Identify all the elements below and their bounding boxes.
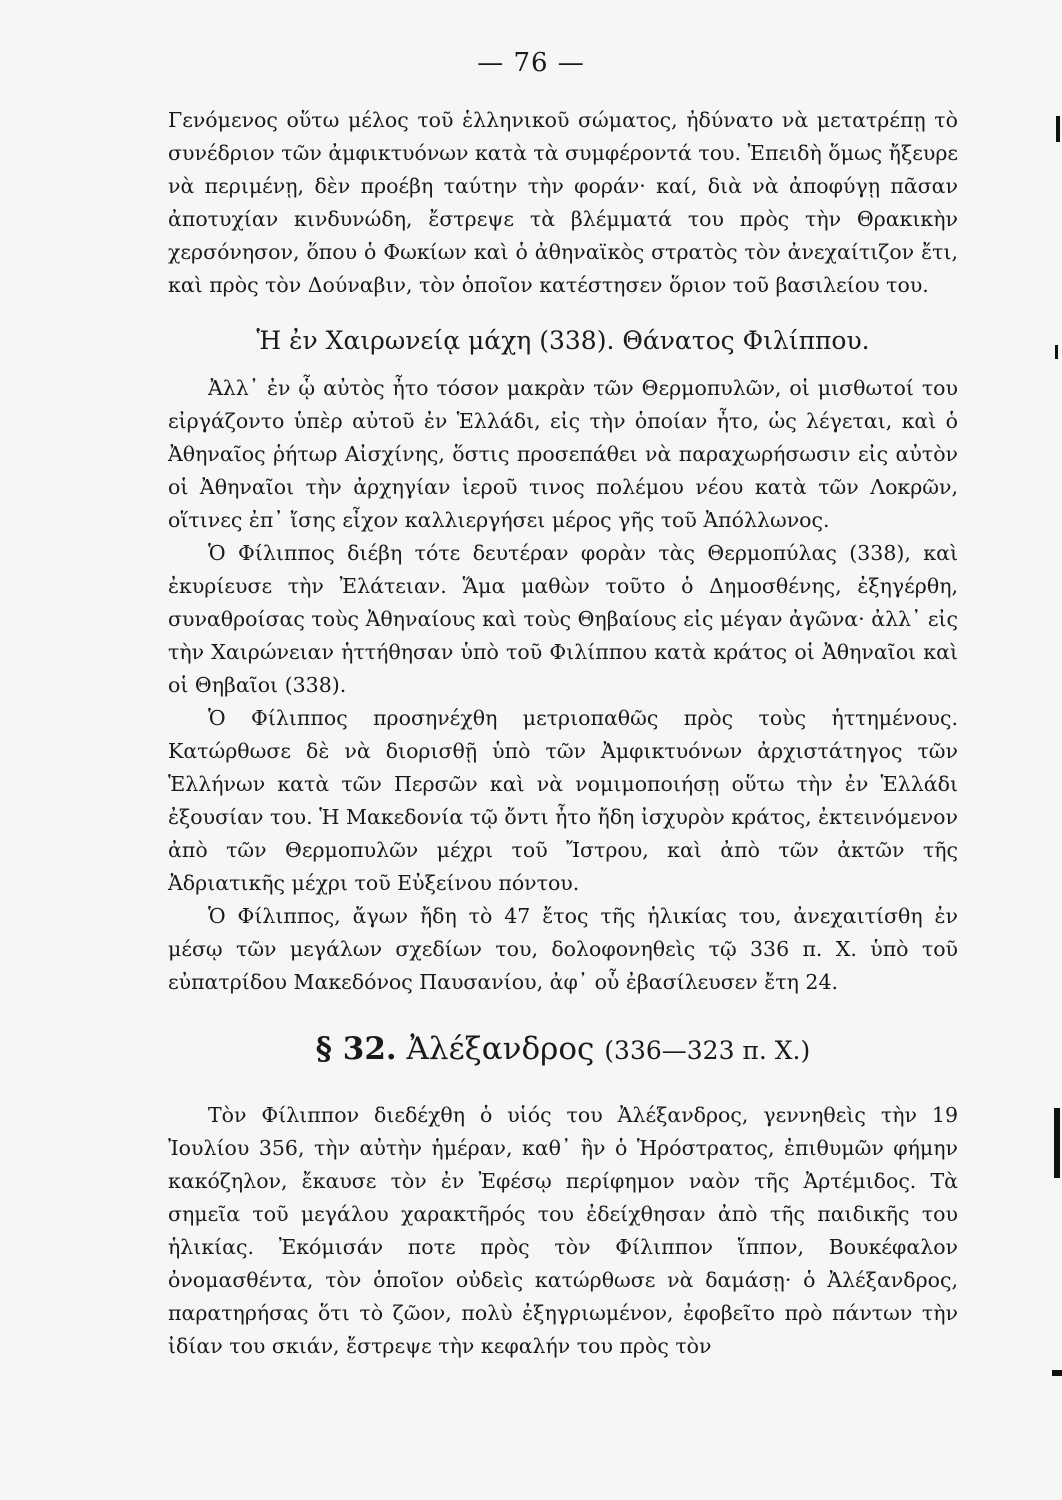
paragraph-1: Γενόμενος οὕτω μέλος τοῦ ἑλληνικοῦ σώματος, ἠδύνατο νὰ μετατρέπῃ τὸ συνέδριον τῶν ἀμφικτυόνων κατὰ τὰ συμφέροντά του. Ἐπειδὴ ὅμως ἤξευρε νὰ περιμένῃ, δὲν προέβη ταύτην τὴν φοράν· καί, διὰ νὰ ἀποφύγῃ πᾶσαν ἀποτυχίαν κινδυνώδη, ἔστρεψε τὰ βλέμματά του πρὸς τὴν Θρακικὴν χερσόνησον, ὅπου ὁ Φωκίων καὶ ὁ ἀθηναϊκὸς στρατὸς τὸν ἀνεχαίτιζον ἔτι, καὶ πρὸς τὸν Δούναβιν, τὸν ὁποῖον κατέστησεν ὅριον τοῦ βασιλείου του. — [168, 108, 959, 297]
paragraph-6: Τὸν Φίλιππον διεδέχθη ὁ υἱός του Ἀλέξανδρος, γεννηθεὶς τὴν 19 Ἰουλίου 356, τὴν αὐτὴν ἡμέραν, καθ᾽ ἣν ὁ Ἡρόστρατος, ἐπιθυμῶν φήμην κακόζηλον, ἔκαυσε τὸν ἐν Ἐφέσῳ περίφημον ναὸν τῆς Ἀρτέμιδος. Τὰ σημεῖα τοῦ μεγάλου χαρακτῆρός του ἐδείχθησαν ἀπὸ τῆς παιδικῆς του ἡλικίας. Ἐκόμισάν ποτε πρὸς τὸν Φίλιππον ἵππον, Βουκέφαλον ὀνομασθέντα, τὸν ὁποῖον οὐδεὶς κατώρθωσε νὰ δαμάσῃ· ὁ Ἀλέξανδρος, παρατηρήσας ὅτι τὸ ζῶον, πολὺ ἐξηγριωμένον, ἐφοβεῖτο πρὸ πάντων τὴν ἰδίαν του σκιάν, ἔστρεψε τὴν κεφαλήν του πρὸς τὸν — [168, 1103, 958, 1358]
paragraph-5: Ὁ Φίλιππος, ἄγων ἤδη τὸ 47 ἔτος τῆς ἡλικίας του, ἀνεχαιτίσθη ἐν μέσῳ τῶν μεγάλων σχεδίων του, δολοφονηθεὶς τῷ 336 π. Χ. ὑπὸ τοῦ εὐπατρίδου Μακεδόνος Παυσανίου, ἀφ᾽ οὗ ἐβασίλευσεν ἔτη 24. — [168, 904, 958, 994]
page-number: — 76 — — [477, 48, 585, 78]
subsection-heading: Ἡ ἐν Χαιρωνείᾳ μάχη (338). Θάνατος Φιλίππου. — [256, 326, 870, 355]
section-dates: (336—323 π. Χ.) — [604, 1036, 811, 1065]
section-heading — [168, 1029, 958, 1071]
scan-edge-mark-bottom — [1052, 1370, 1062, 1376]
paragraph-4: Ὁ Φίλιππος προσηνέχθη μετριοπαθῶς πρὸς τοὺς ἡττημένους. Κατώρθωσε δὲ νὰ διορισθῇ ὑπὸ τῶν Ἀμφικτυόνων ἀρχιστάτηγος τῶν Ἑλλήνων κατὰ τῶν Περσῶν καὶ νὰ νομιμοποιήσῃ οὕτω τὴν ἐν Ἑλλάδι ἐξουσίαν του. Ἡ Μακεδονία τῷ ὄντι ἦτο ἤδη ἰσχυρὸν κράτος, ἐκτεινόμενον ἀπὸ τῶν Θερμοπυλῶν μέχρι τοῦ Ἴστρου, καὶ ἀπὸ τῶν ἀκτῶν τῆς Ἀδριατικῆς μέχρι τοῦ Εὐξείνου πόντου. — [168, 706, 958, 895]
scan-edge-mark-mid — [1055, 345, 1058, 359]
paragraph-2: Ἀλλ᾽ ἐν ᾧ αὐτὸς ἦτο τόσον μακρὰν τῶν Θερμοπυλῶν, οἱ μισθωτοί του εἰργάζοντο ὑπὲρ αὐτοῦ ἐν Ἑλλάδι, εἰς τὴν ὁποίαν ἦτο, ὡς λέγεται, καὶ ὁ Ἀθηναῖος ῥήτωρ Αἰσχίνης, ὅστις προσεπάθει νὰ παραχωρήσωσιν εἰς αὐτὸν οἱ Ἀθηναῖοι τὴν ἀρχηγίαν ἱεροῦ τινος πολέμου νέου κατὰ τῶν Λοκρῶν, οἵτινες ἐπ᾽ ἴσης εἶχον καλλιεργήσει μέρος γῆς τοῦ Ἀπόλλωνος. — [168, 376, 958, 532]
section-number: § 32. — [315, 1031, 397, 1067]
scan-edge-mark-lower — [1054, 1108, 1060, 1178]
page-body — [168, 104, 958, 1363]
section-title: Ἀλέξανδρος — [406, 1031, 595, 1067]
scan-edge-mark-top — [1056, 116, 1060, 142]
paragraph-3: Ὁ Φίλιππος διέβη τότε δευτέραν φορὰν τὰς Θερμοπύλας (338), καὶ ἐκυρίευσε τὴν Ἐλάτειαν. Ἅμα μαθὼν τοῦτο ὁ Δημοσθένης, ἐξηγέρθη, συναθροίσας τοὺς Ἀθηναίους καὶ τοὺς Θηβαίους εἰς μέγαν ἀγῶνα· ἀλλ᾽ εἰς τὴν Χαιρώνειαν ἡττήθησαν ὑπὸ τοῦ Φιλίππου κατὰ κράτος οἱ Ἀθηναῖοι καὶ οἱ Θηβαῖοι (338). — [168, 541, 958, 697]
